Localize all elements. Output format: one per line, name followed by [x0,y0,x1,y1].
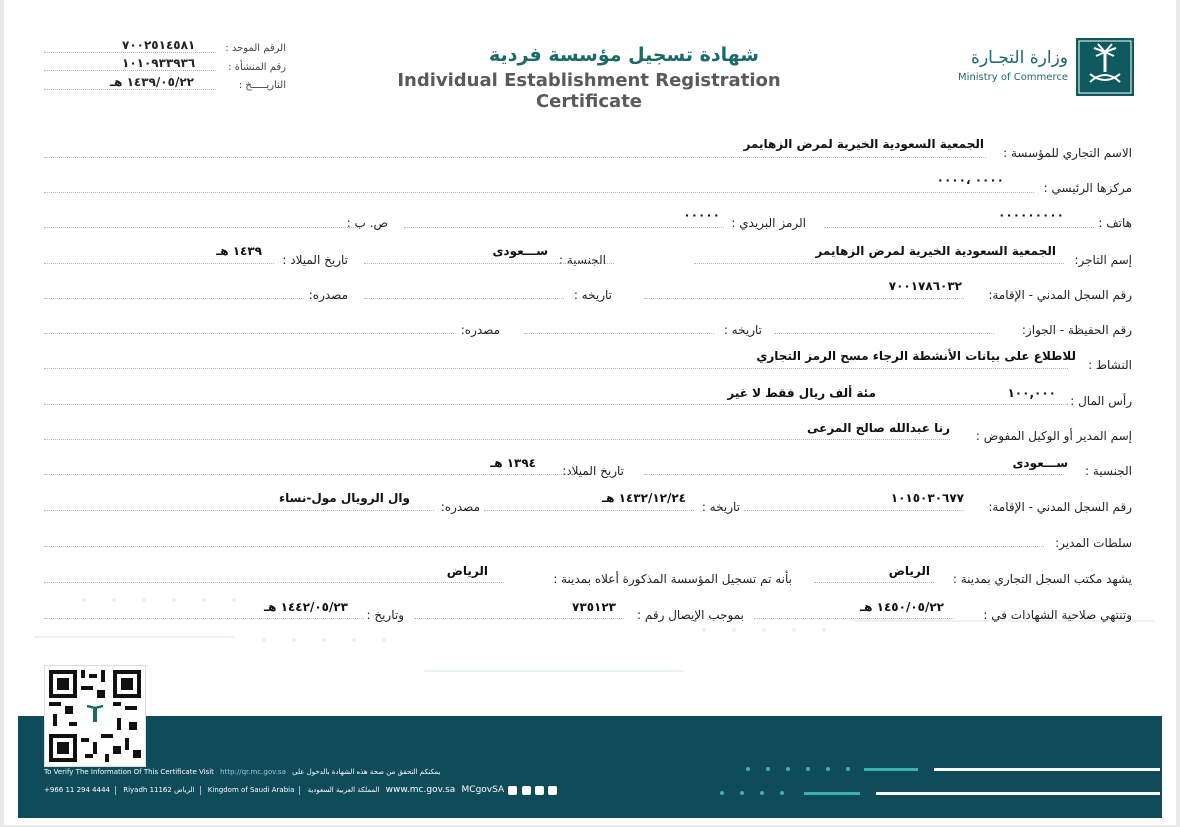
dotted-line [44,70,216,71]
dotted-line [364,298,564,299]
birth-date-value: ١٤٣٩ هـ [216,244,262,258]
nationality-value: ســـعودى [492,244,548,258]
capital-label: رأس المال : [1070,394,1132,408]
decor-bar [804,792,860,795]
passport-label: رقم الحفيظة - الجواز: [1021,323,1132,337]
dotted-line [774,333,994,334]
date-label: التاريـــــخ : [238,80,286,91]
ministry-emblem-icon [1076,38,1134,96]
headquarters-label: مركزها الرئيسي : [1043,181,1132,195]
postal-code-label: الرمز البريدي : [731,216,806,230]
manager-birth-value: ١٣٩٤ هـ [490,456,536,470]
passport-source-label: مصدره: [460,323,500,337]
po-box-label: ص. ب : [346,216,388,230]
decor-dot [846,767,850,771]
registered-city-value: الرياض [446,564,488,578]
dotted-line [484,510,694,511]
receipt-date-label: وتاريخ : [366,608,404,622]
decor-bar [876,792,1160,795]
dotted-line [414,618,624,619]
decor-dot [826,767,830,771]
dotted-line [404,227,724,228]
contact-line [44,785,557,795]
decor-dot [780,791,784,795]
decor-bar [934,768,1160,771]
certificate-page [4,0,1176,825]
footer-kingdom-english: Kingdom of Saudi Arabia [207,786,295,794]
footer-kingdom-arabic: المملكة العربية السعودية [307,786,380,794]
dotted-line [44,368,1068,369]
decor-dot [720,791,724,795]
certificate-title-english: Individual Establishment Registration Certificate [397,70,781,112]
dotted-line [814,582,934,583]
manager-authority-label: سلطات المدير: [1055,536,1132,550]
receipt-date-value: ١٤٤٢/٠٥/٢٣ هـ [264,600,348,614]
birth-date-label: تاريخ الميلاد : [282,253,348,267]
registered-label: بأنه تم تسجيل المؤسسة المذكورة أعلاه بمدينة : [553,572,792,586]
twitter-icon[interactable] [535,786,544,795]
capital-in-words: مئة ألف ريال فقط لا غير [727,386,876,400]
activity-value: للاطلاع على بيانات الأنشطة الرجاء مسح الرمز التجاري [756,349,1076,363]
passport-date-label: تاريخه : [723,323,762,337]
decor-bar [864,768,918,771]
verify-text-english: To Verify The Information Of This Certificate Visit [44,768,214,776]
dotted-line [44,582,504,583]
expiry-label: وتنتهي صلاحية الشهادات في : [983,608,1132,622]
unified-number-label: الرقم الموحد : [225,43,286,54]
dotted-line [364,263,614,264]
dotted-line [44,474,574,475]
dotted-line [754,618,954,619]
website-link[interactable]: www.mc.gov.sa [385,785,456,795]
merchant-name-label: إسم التاجر: [1074,253,1132,267]
date-value: ١٤٣٩/٠٥/٢٢ هـ [110,75,194,89]
manager-birth-label: تاريخ الميلاد: [562,464,624,478]
manager-nationality-value: ســـعودى [1012,456,1068,470]
dotted-line [524,333,714,334]
dotted-line [44,439,950,440]
divider [299,786,300,795]
civil-record-label: رقم السجل المدني - الإقامة: [988,288,1132,302]
expiry-date-value: ١٤٥٠/٠٥/٢٢ هـ [860,600,944,614]
manager-label: إسم المدير أو الوكيل المفوض : [975,429,1132,443]
footer-band [18,716,1162,818]
dotted-line [44,298,304,299]
manager-source-value: وال الرويال مول-نساء [278,491,410,505]
decor-dot [786,767,790,771]
dotted-line [744,510,964,511]
civil-date-label: تاريخه : [573,288,612,302]
decor-dot [740,791,744,795]
manager-civil-date-label: تاريخه : [701,500,740,514]
dotted-line [44,52,216,53]
capital-value: ١٠٠,٠٠٠ [1007,386,1056,400]
footer-phone: +966 11 294 4444 [44,786,110,794]
ministry-name-english: Ministry of Commerce [958,72,1068,83]
verify-text-arabic: يمكنكم التحقق من صحة هذه الشهادة بالدخول على [292,768,441,776]
facility-number-label: رقم المنشأة : [228,62,286,73]
dotted-line [44,157,986,158]
activity-label: النشاط : [1088,358,1132,372]
divider [200,786,201,795]
manager-civil-label: رقم السجل المدني - الإقامة: [988,500,1132,514]
merchant-name-value: الجمعية السعودية الخيرية لمرض الزهايمر [815,244,1056,258]
dotted-line [44,546,1044,547]
postal-code-value: ٠٠٠٠٠ [683,208,720,222]
facility-number-value: ١٠١٠٩٣٣٩٣٦ [122,56,196,70]
phone-label: هاتف : [1098,216,1132,230]
ministry-name-arabic: وزارة التجـارة [971,48,1068,68]
certificate-title-arabic: شهادة تسجيل مؤسسة فردية [489,44,759,66]
footer-riyadh-arabic: الرياض [174,786,195,794]
manager-nationality-label: الجنسية : [1085,464,1132,478]
decor-dot [760,791,764,795]
decor-dot [766,767,770,771]
witness-city-value: الرياض [888,564,930,578]
dotted-line [824,227,1094,228]
dotted-line [644,474,1064,475]
verify-line [44,768,440,776]
manager-source-label: مصدره: [440,500,480,514]
civil-source-label: مصدره: [308,288,348,302]
receipt-number-value: ٧٣٥١٢٣ [572,600,616,614]
trade-name-label: الاسم التجاري للمؤسسة : [1003,146,1132,160]
facebook-icon[interactable] [522,786,531,795]
dotted-line [44,404,1068,405]
manager-name-value: رنا عبدالله صالح المرعى [807,421,950,435]
manager-civil-value: ١٠١٥٠٣٠٦٧٧ [890,491,964,505]
dotted-line [44,618,364,619]
divider [115,786,116,795]
instagram-icon[interactable] [508,786,517,795]
dotted-line [694,263,1064,264]
decor-dot [806,767,810,771]
dotted-line [44,263,274,264]
civil-record-value: ٧٠٠١٧٨٦٠٣٢ [888,279,962,293]
manager-civil-date-value: ١٤٣٢/١٢/٢٤ هـ [602,491,686,505]
decor-dot [746,767,750,771]
trade-name-value: الجمعية السعودية الخيرية لمرض الزهايمر [743,137,984,151]
headquarters-value: ٠٠٠٠ ،٠٠٠٠ [936,173,1004,187]
dotted-line [44,333,454,334]
verify-url-link[interactable]: http://qr.mc.gov.sa [220,768,286,776]
dotted-line [44,227,362,228]
nationality-label: الجنسية : [559,253,606,267]
phone-value: ٠٠٠٠٠٠٠٠٠ [998,208,1064,222]
dotted-line [44,192,1034,193]
youtube-icon[interactable] [548,786,557,795]
footer-riyadh-english: Riyadh 11162 [123,786,172,794]
social-handle[interactable]: MCgovSA [461,785,505,795]
dotted-line [44,510,434,511]
qr-code[interactable] [44,665,146,767]
unified-number-value: ٧٠٠٢٥١٤٥٨١ [122,38,196,52]
dotted-line [644,298,964,299]
witness-label: يشهد مكتب السجل التجاري بمدينة : [952,572,1132,586]
receipt-label: بموجب الإيصال رقم : [637,608,744,622]
dotted-line [44,89,216,90]
